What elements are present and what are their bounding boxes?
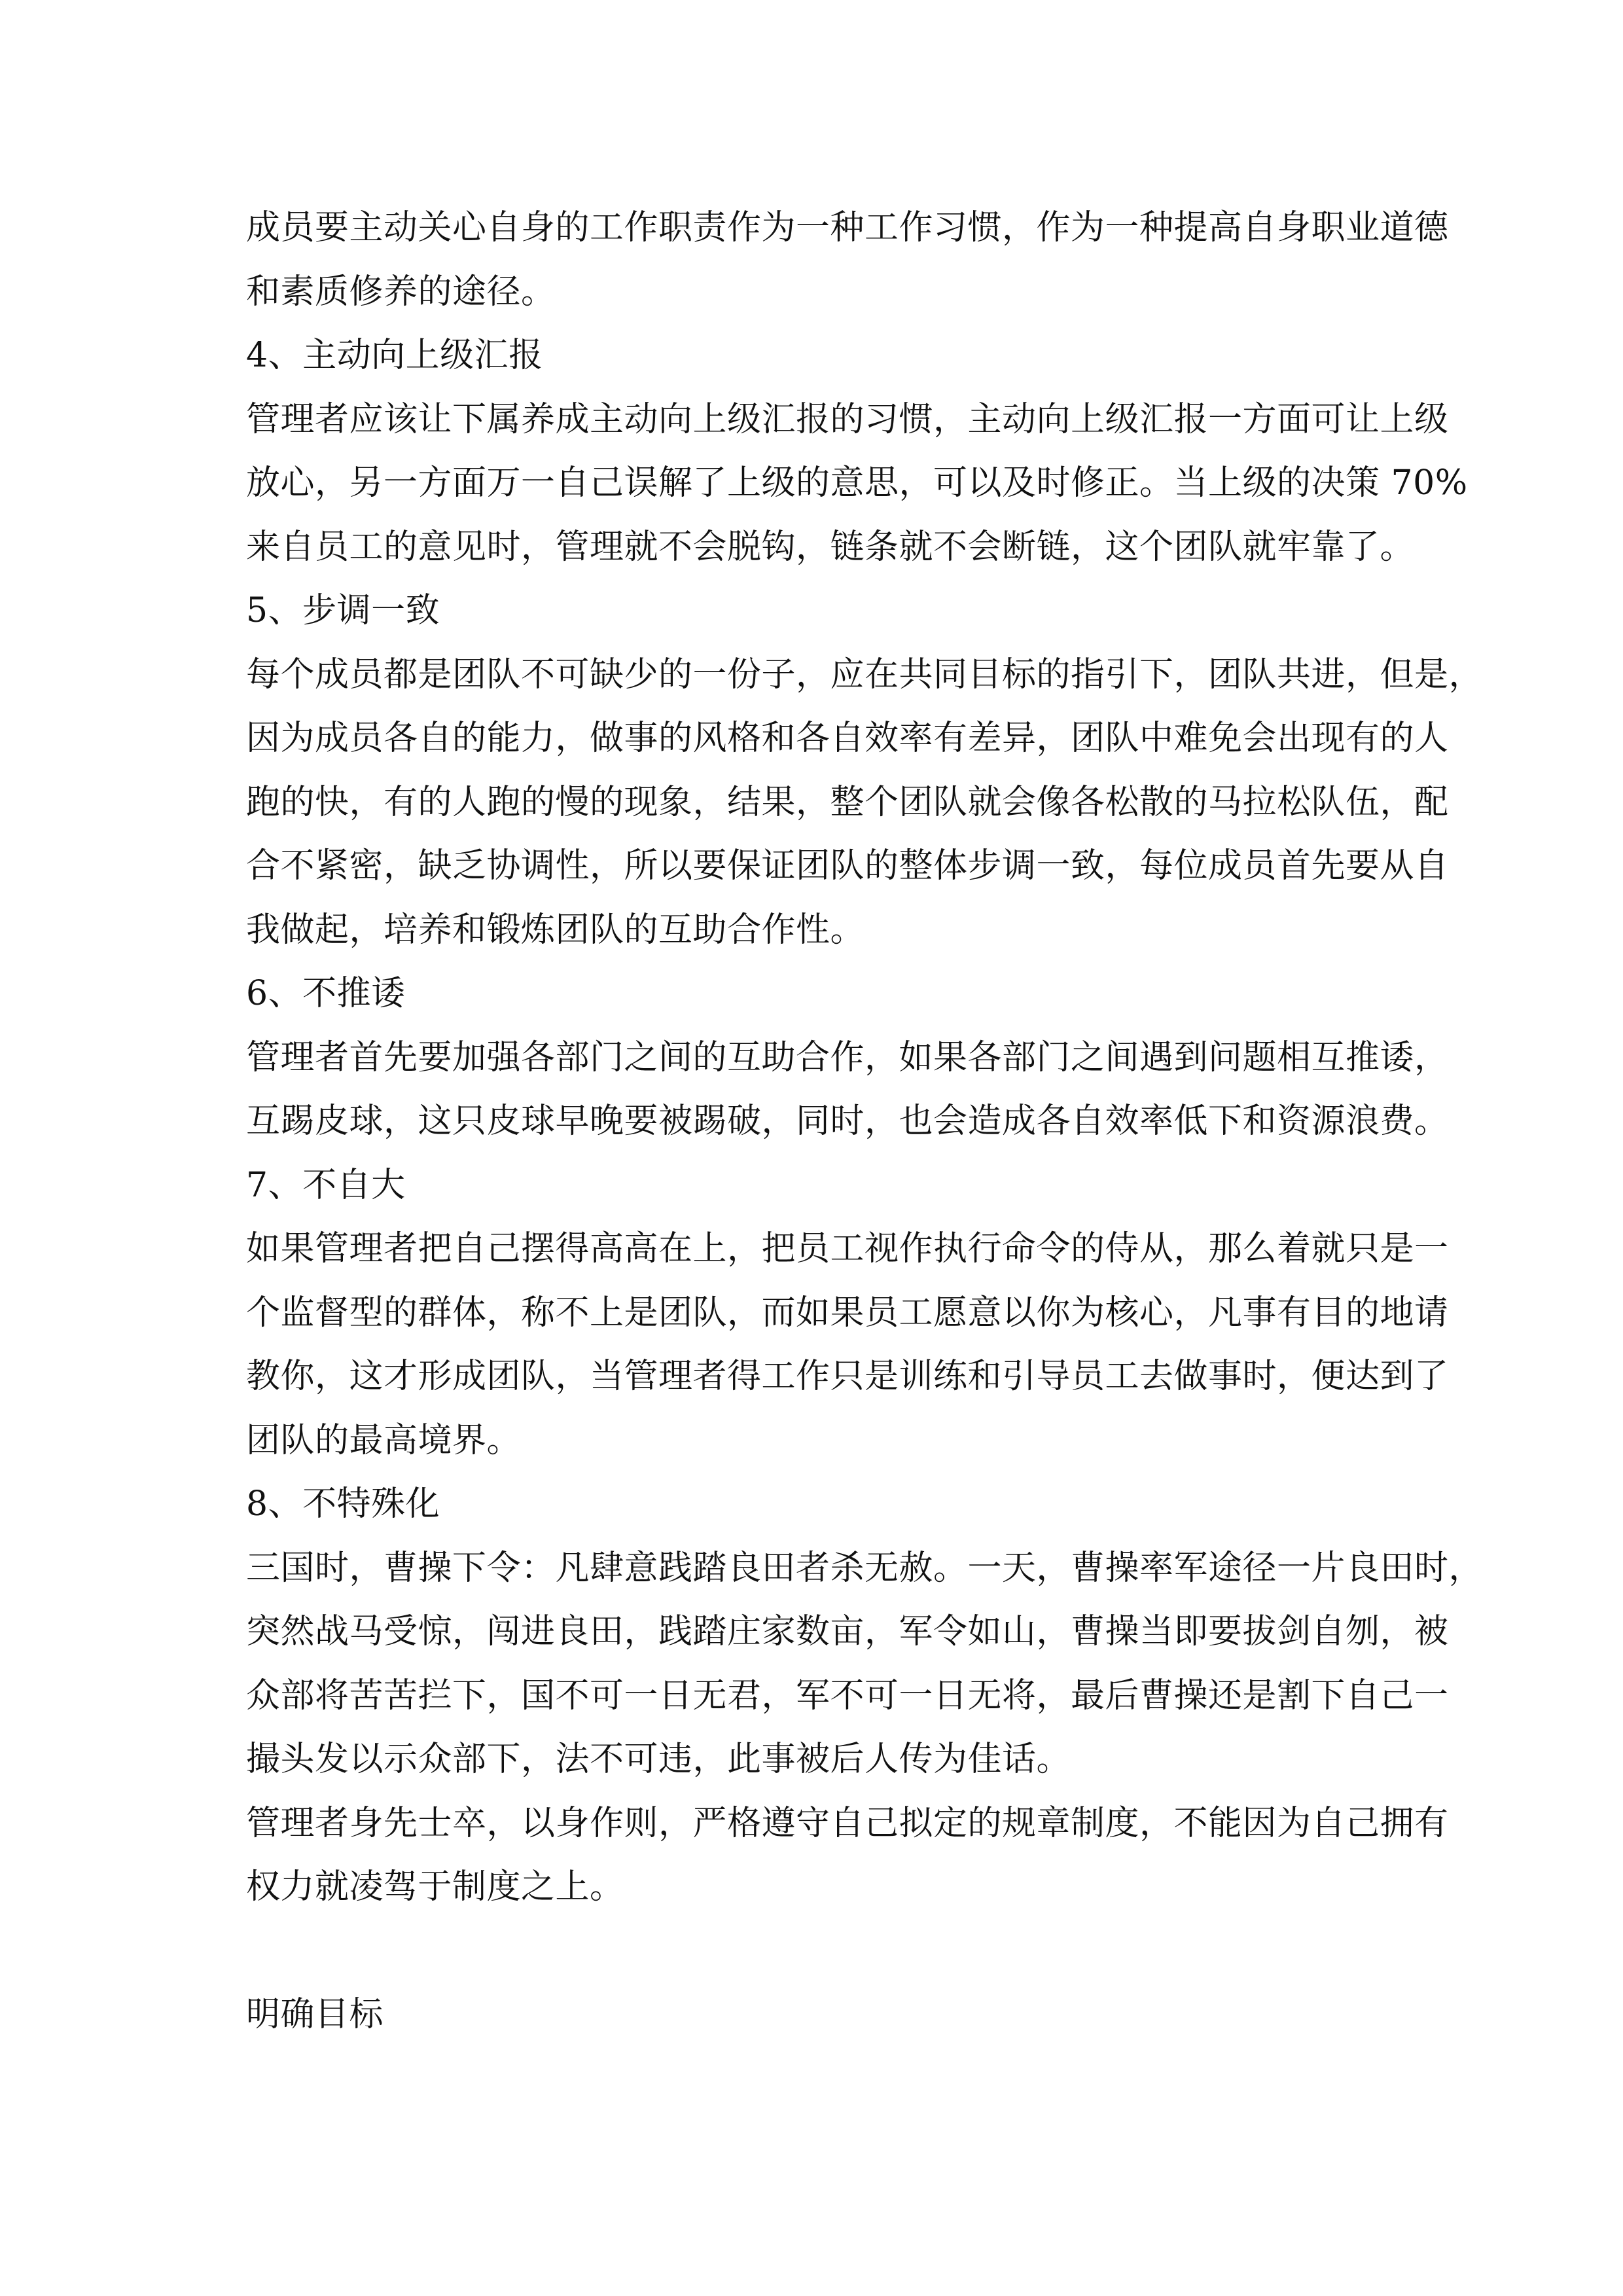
text-line: 放心，另一方面万一自己误解了上级的意思，可以及时修正。当上级的决策 70% bbox=[246, 463, 1468, 503]
text-line: 跑的快，有的人跑的慢的现象，结果，整个团队就会像各松散的马拉松队伍，配 bbox=[246, 782, 1449, 822]
text-line: 每个成员都是团队不可缺少的一份子，应在共同目标的指引下，团队共进，但是， bbox=[246, 655, 1484, 694]
text-line: 和素质修养的途径。 bbox=[246, 272, 556, 312]
text-line: 互踢皮球，这只皮球早晚要被踢破，同时，也会造成各自效率低下和资源浪费。 bbox=[246, 1102, 1449, 1141]
text-line: 管理者身先士卒，以身作则，严格遵守自己拟定的规章制度，不能因为自己拥有 bbox=[246, 1803, 1449, 1843]
text-line: 团队的最高境界。 bbox=[246, 1420, 522, 1460]
text-line: 成员要主动关心自身的工作职责作为一种工作习惯，作为一种提高自身职业道德 bbox=[246, 208, 1449, 247]
text-line: 我做起，培养和锻炼团队的互助合作性。 bbox=[246, 910, 865, 950]
heading-no-special-treatment: 8、不特殊化 bbox=[246, 1484, 440, 1524]
text-line: 三国时，曹操下令：凡肆意践踏良田者杀无赦。一天，曹操率军途径一片良田时， bbox=[246, 1548, 1484, 1588]
heading-in-step: 5、步调一致 bbox=[246, 591, 440, 630]
text-line: 合不紧密，缺乏协调性，所以要保证团队的整体步调一致，每位成员首先要从自 bbox=[246, 846, 1449, 886]
text-line: 权力就凌驾于制度之上。 bbox=[246, 1867, 624, 1907]
text-line: 管理者应该让下属养成主动向上级汇报的习惯，主动向上级汇报一方面可让上级 bbox=[246, 399, 1449, 439]
heading-not-arrogant: 7、不自大 bbox=[246, 1165, 406, 1205]
text-line: 众部将苦苦拦下，国不可一日无君，军不可一日无将，最后曹操还是割下自己一 bbox=[246, 1676, 1449, 1715]
text-line: 突然战马受惊，闯进良田，践踏庄家数亩，军令如山，曹操当即要拔剑自刎，被 bbox=[246, 1612, 1449, 1651]
text-line: 因为成员各自的能力，做事的风格和各自效率有差异，团队中难免会出现有的人 bbox=[246, 719, 1449, 758]
text-line: 教你，这才形成团队，当管理者得工作只是训练和引导员工去做事时，便达到了 bbox=[246, 1357, 1449, 1396]
heading-no-shirking: 6、不推诿 bbox=[246, 974, 406, 1013]
text-line: 来自员工的意见时，管理就不会脱钩，链条就不会断链，这个团队就牢靠了。 bbox=[246, 527, 1415, 567]
heading-report-to-superior: 4、主动向上级汇报 bbox=[246, 336, 543, 375]
text-line: 如果管理者把自己摆得高高在上，把员工视作执行命令的侍从，那么着就只是一 bbox=[246, 1229, 1449, 1268]
text-line: 个监督型的群体，称不上是团队，而如果员工愿意以你为核心，凡事有目的地请 bbox=[246, 1293, 1449, 1333]
text-line: 撮头发以示众部下，法不可违，此事被后人传为佳话。 bbox=[246, 1740, 1071, 1779]
text-line: 管理者首先要加强各部门之间的互助合作，如果各部门之间遇到问题相互推诿， bbox=[246, 1037, 1449, 1077]
document-body bbox=[246, 196, 1484, 2047]
section-title: 明确目标 bbox=[246, 1995, 384, 2034]
spacer bbox=[246, 1920, 1411, 1984]
